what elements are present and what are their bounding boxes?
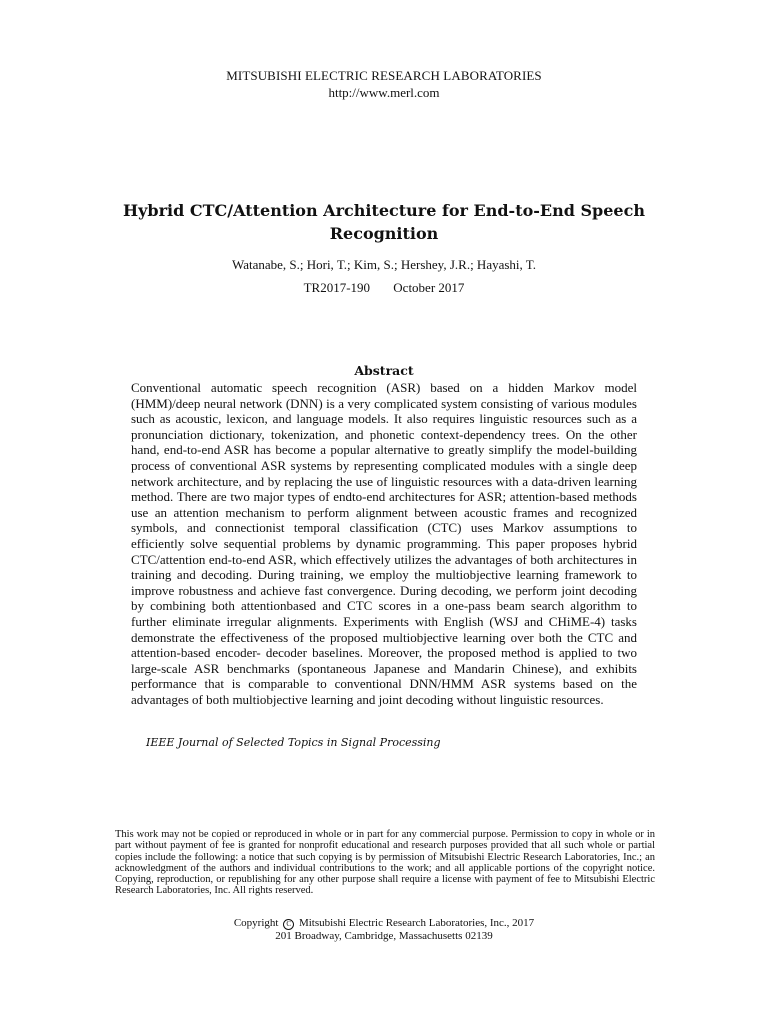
copyright-notice: This work may not be copied or reproduced in whole or in part for any commercial purpose. Permission to copy in whole or in part without payment of fee is granted for nonprofit educational and research purposes provided that all such whole or partial copies include the following: a notice that such copying is by permission of Mitsubishi Electric Research Laboratories, Inc.; an acknowledgment of the authors and individual contributions to the work; and all applicable portions of the copyright notice. Copying, reproduction, or republishing for any other purpose shall require a license with payment of fee to Mitsubishi Electric Research Laboratories, Inc. All rights reserved. [115, 829, 655, 897]
paper-authors: Watanabe, S.; Hori, T.; Kim, S.; Hershey, J.R.; Hayashi, T. [231, 257, 537, 272]
publication-venue: IEEE Journal of Selected Topics in Signal Processing [146, 736, 441, 749]
copyright-prefix: Copyright [233, 917, 279, 929]
copyright-holder: Mitsubishi Electric Research Laboratories, Inc., 2017 [298, 917, 535, 929]
lab-address: 201 Broadway, Cambridge, Massachusetts 02139 [275, 930, 493, 942]
lab-name: MITSUBISHI ELECTRIC RESEARCH LABORATORIES [226, 68, 542, 83]
report-number: TR2017-190 [303, 280, 371, 295]
abstract-heading: Abstract [354, 363, 414, 378]
paper-title: Hybrid CTC/Attention Architecture for End-to-End Speech Recognition [123, 201, 645, 243]
report-info [0, 280, 768, 296]
report-date: October 2017 [393, 280, 465, 295]
abstract-text: Conventional automatic speech recognition (ASR) based on a hidden Markov model (HMM)/deep neural network (DNN) is a very complicated system consisting of various modules such as acoustic, lexicon, and language models. It also requires linguistic resources such as a pronunciation dictionary, tokenization, and phonetic context-dependency trees. On the other hand, end-to-end ASR has become a popular alternative to greatly simplify the model-building process of conventional ASR systems by representing complicated modules with a single deep network architecture, and by replacing the use of linguistic resources with a data-driven learning method. There are two major types of endto-end architectures for ASR; attention-based methods use an attention mechanism to perform alignment between acoustic frames and recognized symbols, and connectionist temporal classification (CTC) uses Markov assumptions to efficiently solve sequential problems by dynamic programming. This paper proposes hybrid CTC/attention end-to-end ASR, which effectively utilizes the advantages of both architectures in training and decoding. During training, we employ the multiobjective learning framework to improve robustness and achieve fast convergence. During decoding, we perform joint decoding by combining both attentionbased and CTC scores in a one-pass beam search algorithm to further eliminate irregular alignments. Experiments with English (WSJ and CHiME-4) tasks demonstrate the effectiveness of the proposed multiobjective learning over both the CTC and attention-based encoder- decoder baselines. Moreover, the proposed method is applied to two large-scale ASR benchmarks (spontaneous Japanese and Mandarin Chinese), and exhibits performance that is comparable to conventional DNN/HMM ASR systems based on the advantages of both multiobjective learning and joint decoding without linguistic resources. [131, 380, 637, 707]
copyright-icon: C [283, 919, 294, 930]
copyright-line [0, 917, 768, 930]
lab-url[interactable]: http://www.merl.com [328, 85, 440, 100]
